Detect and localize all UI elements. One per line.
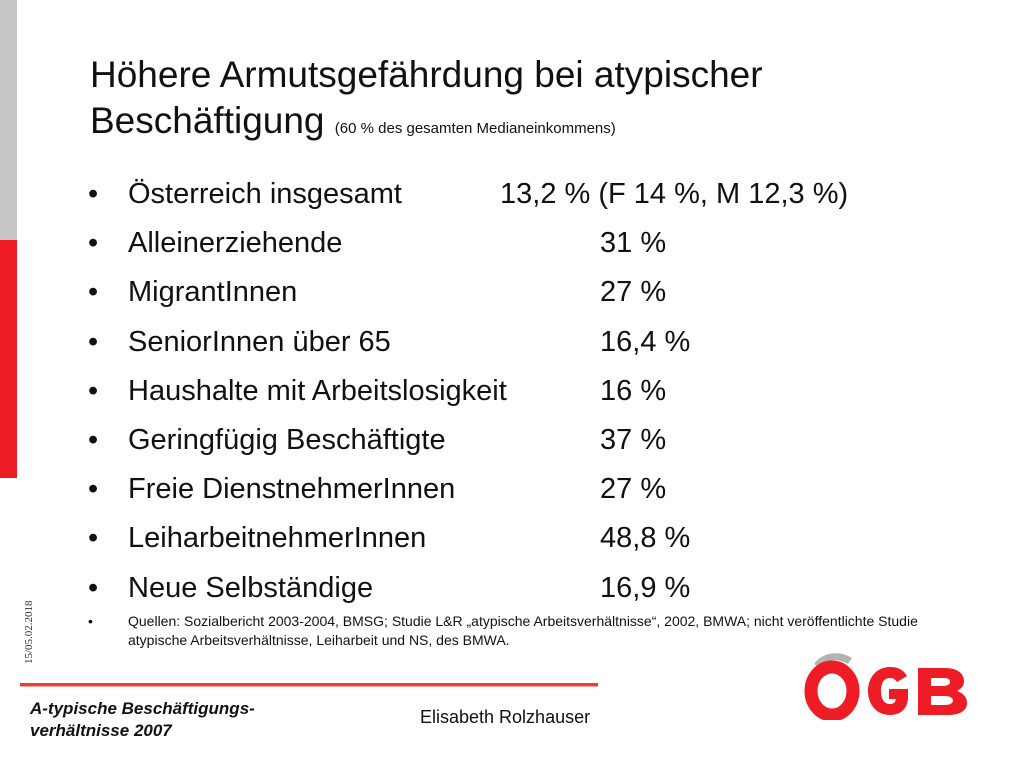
list-item-label: Alleinerziehende (128, 227, 343, 260)
list-item (88, 268, 968, 317)
list-item (88, 318, 968, 367)
bullet-dot: • (88, 178, 99, 210)
list-item-value: 16 % (600, 374, 667, 407)
footer-title-line-2: verhältnisse 2007 (30, 721, 172, 740)
list-item (88, 416, 968, 465)
list-item-label: Neue Selbständige (128, 571, 374, 604)
list-item-label: LeiharbeitnehmerInnen (128, 522, 427, 555)
list-item-label: MigrantInnen (128, 276, 298, 309)
side-bar-grey (0, 0, 17, 240)
bullet-dot: • (88, 276, 99, 309)
list-item (88, 170, 968, 219)
title-subtitle: (60 % des gesamten Medianeinkommens) (334, 120, 616, 137)
side-bar-red (0, 240, 17, 478)
list-item-label: Geringfügig Beschäftigte (128, 423, 446, 456)
slide-date: 15/05.02.2018 (23, 600, 35, 664)
bullet-dot: • (88, 571, 99, 604)
bullet-list (88, 170, 968, 613)
slide-title (90, 52, 990, 152)
logo-letter-b (918, 668, 967, 715)
list-item-value: 27 % (600, 473, 667, 506)
bullet-dot: • (88, 522, 99, 555)
list-item (88, 367, 968, 416)
list-item-value: 31 % (600, 227, 667, 260)
footer-author: Elisabeth Rolzhauser (420, 707, 591, 727)
list-item (88, 514, 968, 563)
title-line-2 (90, 98, 990, 152)
sources-text: Quellen: Sozialbericht 2003-2004, BMSG; Studie L&R „atypische Arbeitsverhältnisse“, 2002, BMWA; nicht veröffentlichte Studie atypische Arbeitsverhältnisse, Leiharbeit und NS, des BMWA. (128, 613, 918, 648)
footer-title-line-1: A-typische Beschäftigungs- (30, 699, 255, 718)
list-item-value: 37 % (600, 423, 667, 456)
list-item-value: 16,9 % (600, 571, 691, 604)
list-item (88, 465, 968, 514)
logo-letter-g (868, 667, 908, 715)
list-item-label: Freie DienstnehmerInnen (128, 473, 456, 506)
bullet-dot: • (88, 374, 99, 407)
list-item-value: 48,8 % (600, 522, 691, 555)
bullet-dot: • (88, 423, 99, 456)
title-line-2-text: Beschäftigung (90, 100, 325, 141)
list-item (88, 564, 968, 613)
list-item-label: SeniorInnen über 65 (128, 325, 391, 358)
list-item-value: 16,4 % (600, 325, 691, 358)
bullet-dot: • (88, 227, 99, 260)
list-item-label: Österreich insgesamt (128, 178, 402, 210)
footer-divider-shadow (20, 686, 598, 687)
bullet-dot: • (88, 613, 93, 629)
bullet-dot: • (88, 473, 99, 506)
list-item-value: 27 % (600, 276, 667, 309)
list-item (88, 219, 968, 268)
oegb-logo (800, 648, 970, 720)
footer-presentation-title (30, 698, 330, 742)
list-item-label: Haushalte mit Arbeitslosigkeit (128, 374, 507, 407)
logo-letter-o (811, 667, 853, 715)
title-line-1: Höhere Armutsgefährdung bei atypischer (90, 54, 763, 95)
bullet-dot: • (88, 325, 99, 358)
list-item-value: 13,2 % (F 14 %, M 12,3 %) (500, 178, 849, 210)
